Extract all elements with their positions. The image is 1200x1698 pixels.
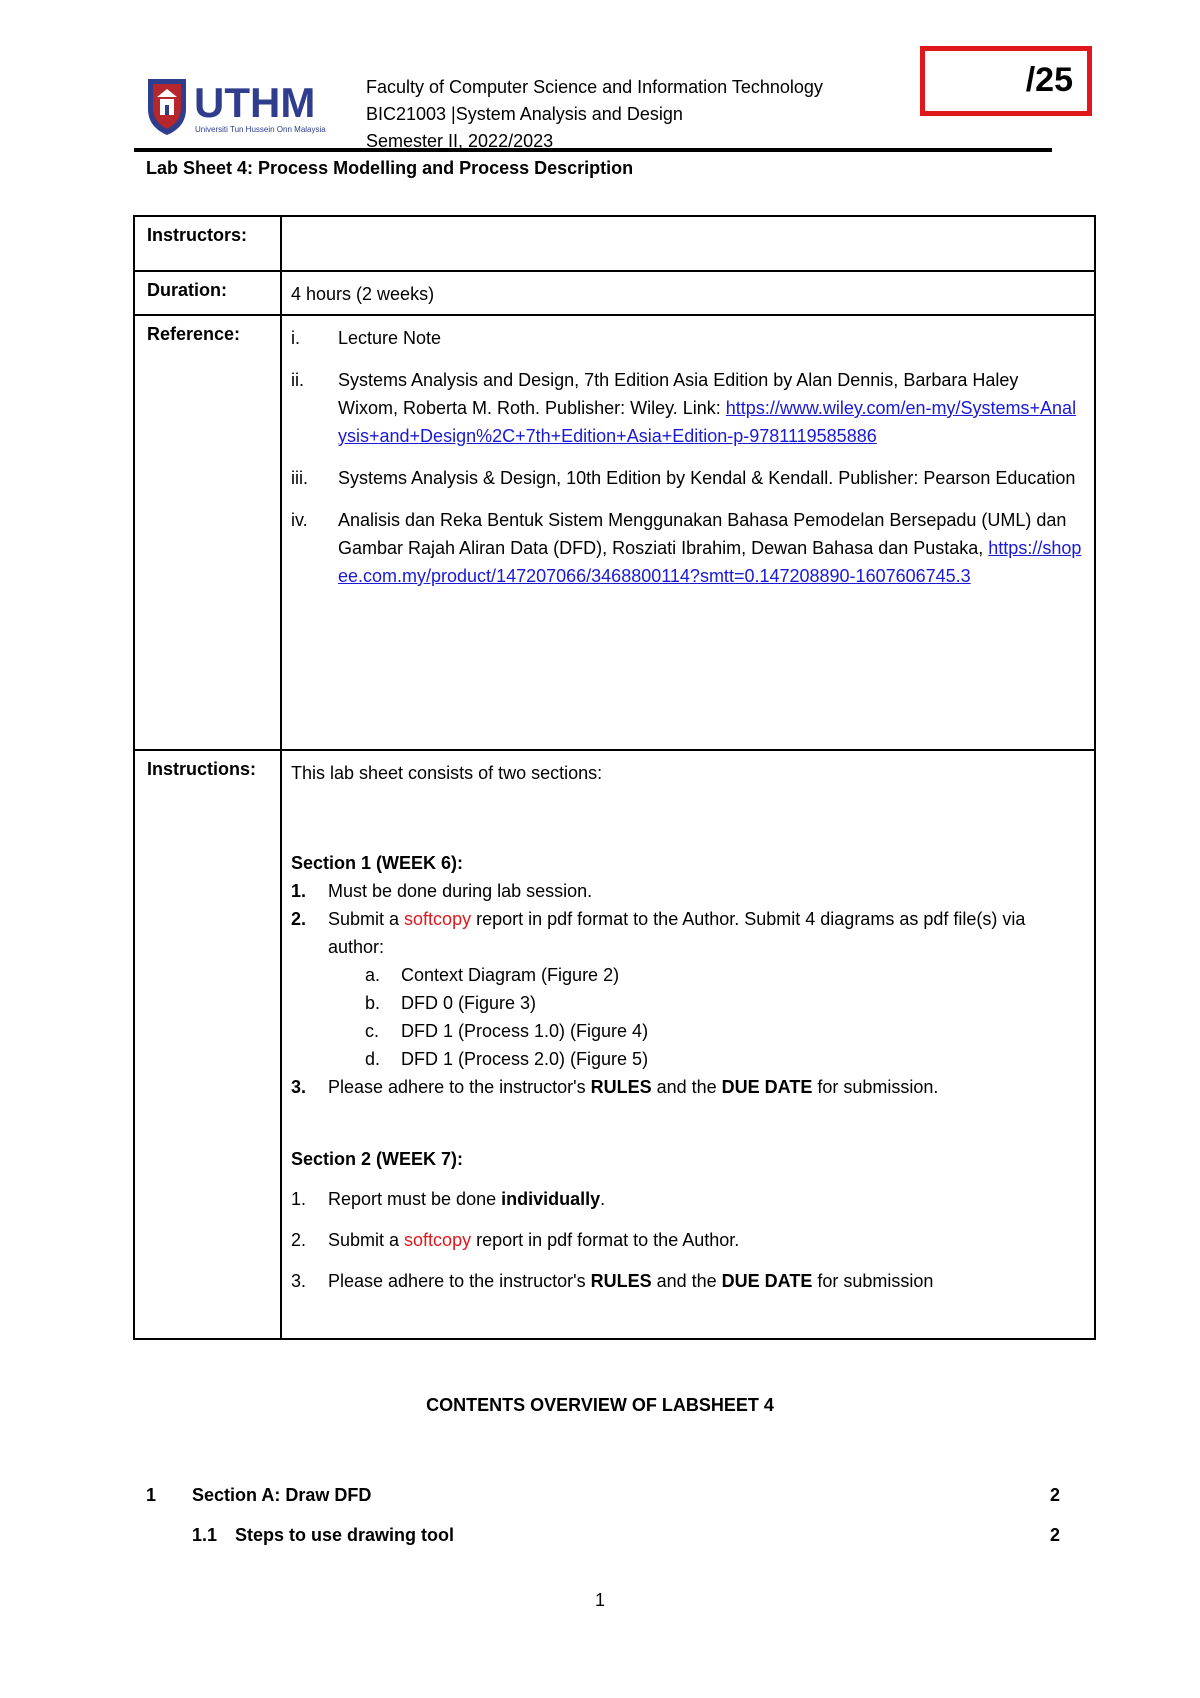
shopee-link[interactable]: https://shopee.com.my/product/147207066/3468800114?smtt=0.147208890-1607606745.3 xyxy=(338,538,1082,586)
section2-heading: Section 2 (WEEK 7): xyxy=(291,1149,464,1169)
section1-subitem: a. Context Diagram (Figure 2) xyxy=(365,965,620,985)
page-number: 1 xyxy=(594,1590,605,1610)
softcopy-highlight: softcopy xyxy=(404,1230,472,1250)
reference-text: Lecture Note xyxy=(338,328,442,348)
section1-heading: Section 1 (WEEK 6): xyxy=(291,853,464,873)
softcopy-highlight: softcopy xyxy=(404,909,472,929)
row-reference xyxy=(135,316,1094,751)
uthm-crest-icon xyxy=(148,79,186,135)
reference-text: Systems Analysis and Design, 7th Edition Asia Edition by Alan Dennis, Barbara Haley Wixom, Roberta M. Roth. Publisher: Wiley. Link: xyxy=(338,370,1019,418)
score-total: /25 xyxy=(1025,61,1073,99)
course-name: BIC21003 |System Analysis and Design xyxy=(366,104,683,124)
lab-title: Lab Sheet 4: Process Modelling and Process Description xyxy=(146,158,634,178)
contents-title: CONTENTS OVERVIEW OF LABSHEET 4 xyxy=(426,1395,774,1415)
section1-item: 3. Please adhere to the instructor's RULES and the DUE DATE for submission. xyxy=(291,1077,939,1097)
row-instructors xyxy=(135,217,1094,272)
reference-list xyxy=(291,324,1082,604)
section2-item: 2. Submit a softcopy report in pdf format to the Author. xyxy=(291,1230,740,1250)
section1-item: 1. Must be done during lab session. xyxy=(291,881,593,901)
faculty-name: Faculty of Computer Science and Information Technology xyxy=(366,77,823,97)
section2-item: 1. Report must be done individually. xyxy=(291,1189,606,1209)
section1-item-text: Must be done during lab session. xyxy=(328,881,593,901)
row-instructions xyxy=(135,751,1094,1340)
header-text-block xyxy=(366,74,823,155)
instructions-content xyxy=(291,759,1082,1295)
row-duration xyxy=(135,272,1094,316)
reference-item xyxy=(291,324,1082,352)
logo-subtext: Universiti Tun Hussein Onn Malaysia xyxy=(195,125,326,134)
reference-text: Analisis dan Reka Bentuk Sistem Menggunakan Bahasa Pemodelan Bersepadu (UML) dan Gambar Rajah Aliran Data (DFD), Rosziati Ibrahim, Dewan Bahasa dan Pustaka, xyxy=(338,510,1067,558)
toc-entry[interactable]: Steps to use drawing tool xyxy=(235,1525,455,1545)
semester: Semester II, 2022/2023 xyxy=(366,131,554,151)
section1-subitem: d. DFD 1 (Process 2.0) (Figure 5) xyxy=(365,1049,649,1069)
section1-subitem: c. DFD 1 (Process 1.0) (Figure 4) xyxy=(365,1021,649,1041)
logo-wordmark: UTHM xyxy=(194,79,316,126)
reference-number: iii. xyxy=(291,468,308,488)
column-divider xyxy=(280,272,282,314)
section2-item: 3. Please adhere to the instructor's RULES and the DUE DATE for submission xyxy=(291,1271,934,1291)
uthm-logo xyxy=(146,75,342,137)
column-divider xyxy=(280,751,282,1340)
section1-item: 2. Submit a softcopy report in pdf format to the Author. Submit 4 diagrams as pdf file(s) via author: xyxy=(291,909,1026,957)
section1-subitem: b. DFD 0 (Figure 3) xyxy=(365,993,537,1013)
duration-label: Duration: xyxy=(147,280,227,300)
score-box xyxy=(920,46,1092,116)
reference-number: i. xyxy=(291,328,300,348)
column-divider xyxy=(280,217,282,270)
reference-item xyxy=(291,366,1082,450)
toc-page: 2 xyxy=(1050,1485,1061,1505)
header-divider xyxy=(134,148,1052,152)
info-table xyxy=(133,215,1096,1340)
instructions-intro: This lab sheet consists of two sections: xyxy=(291,763,603,783)
reference-item xyxy=(291,506,1082,590)
column-divider xyxy=(280,316,282,749)
toc-page: 2 xyxy=(1050,1525,1061,1545)
duration-value: 4 hours (2 weeks) xyxy=(291,284,435,304)
reference-number: ii. xyxy=(291,370,304,390)
instructions-label: Instructions: xyxy=(147,759,257,779)
toc-number: 1 xyxy=(146,1485,157,1505)
toc-entry[interactable]: Section A: Draw DFD xyxy=(192,1485,372,1505)
reference-number: iv. xyxy=(291,510,308,530)
reference-label: Reference: xyxy=(147,324,241,344)
toc-number: 1.1 xyxy=(192,1525,218,1545)
reference-text: Systems Analysis & Design, 10th Edition by Kendal & Kendall. Publisher: Pearson Education xyxy=(338,468,1076,488)
wiley-link[interactable]: https://www.wiley.com/en-my/Systems+Analysis+and+Design%2C+7th+Edition+Asia+Edition-p-9781119585886 xyxy=(338,398,1077,446)
instructors-label: Instructors: xyxy=(147,225,248,245)
reference-item xyxy=(291,464,1082,492)
